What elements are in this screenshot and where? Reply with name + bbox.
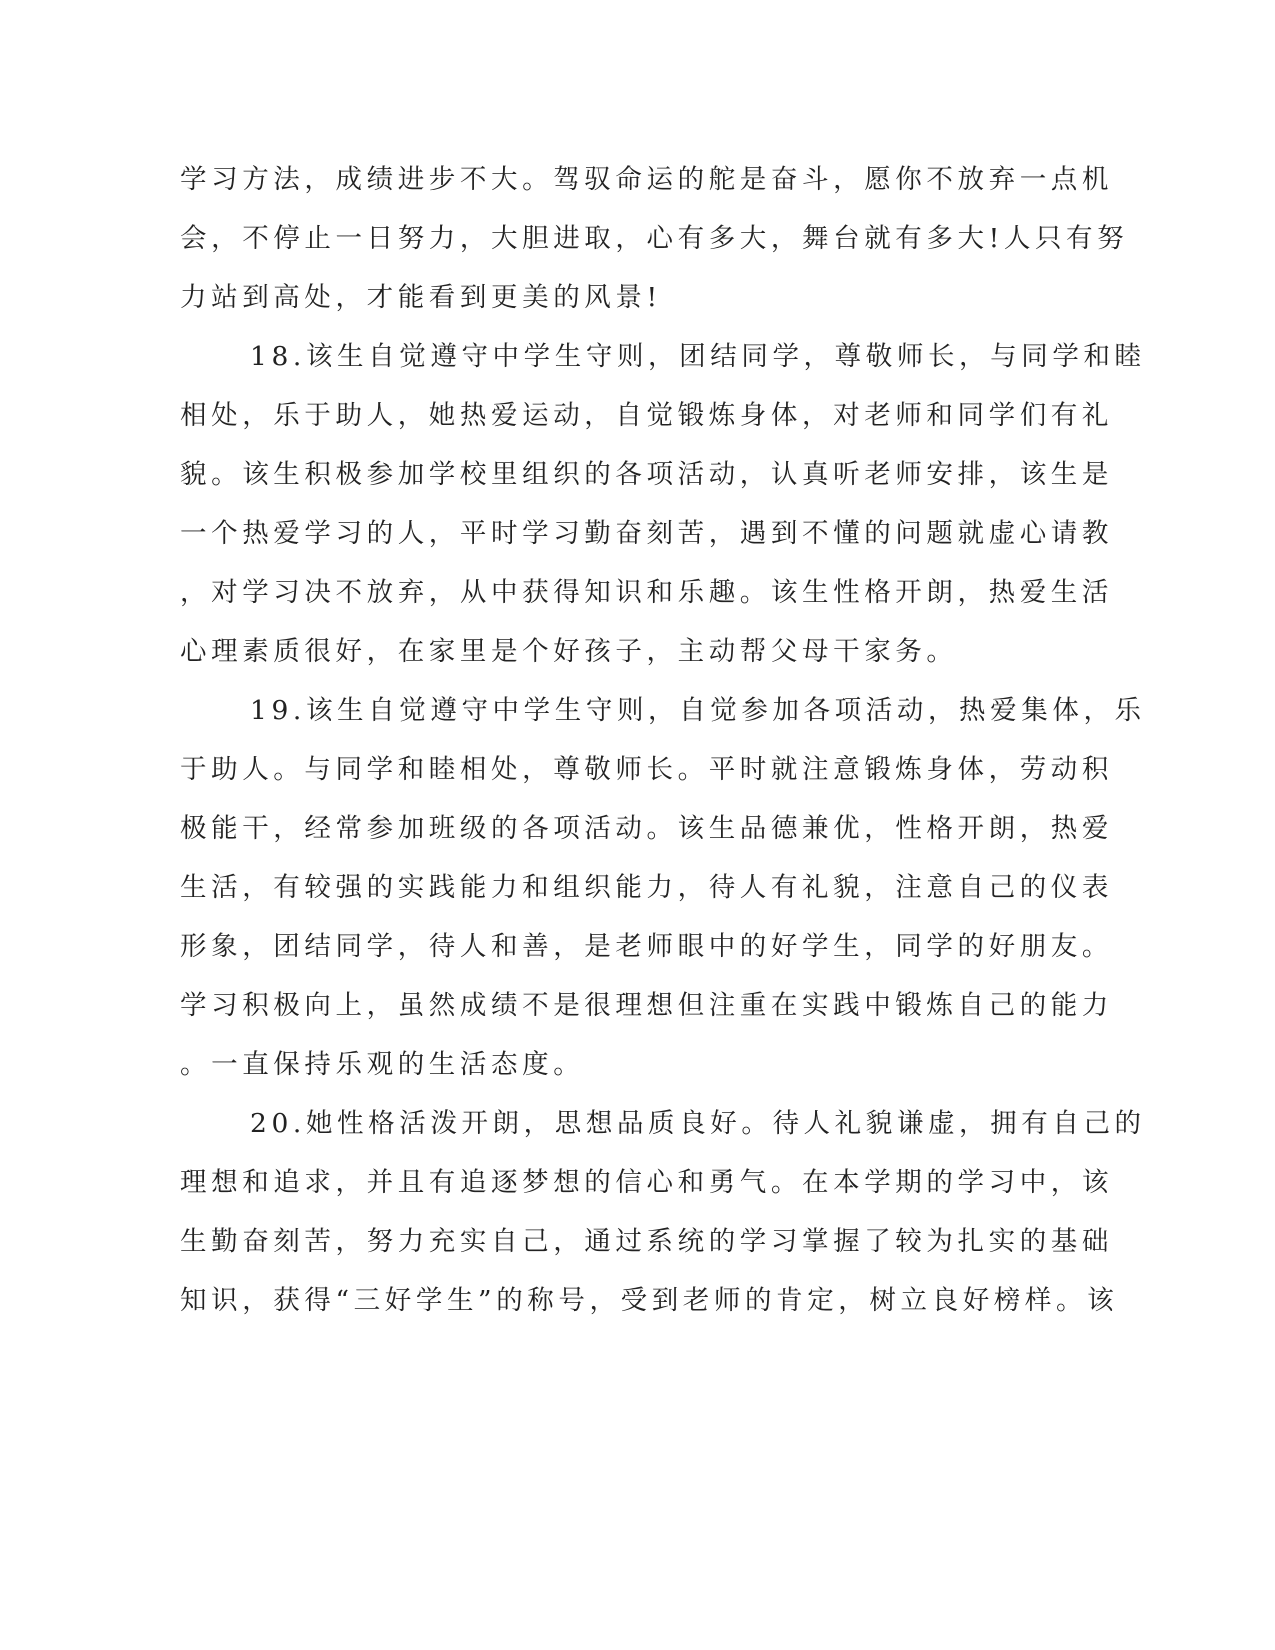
text-line: 力站到高处，才能看到更美的风景! xyxy=(180,282,662,313)
text-line: 理想和追求，并且有追逐梦想的信心和勇气。在本学期的学习中，该 xyxy=(180,1167,1113,1198)
text-line: 于助人。与同学和睦相处，尊敬师长。平时就注意锻炼身体，劳动积 xyxy=(180,754,1113,785)
text-line: 心理素质很好，在家里是个好孩子，主动帮父母干家务。 xyxy=(180,636,958,667)
paragraph-18-first-line: 18.该生自觉遵守中学生守则，团结同学，尊敬师长，与同学和睦 xyxy=(250,341,1146,372)
text-line: 学习积极向上，虽然成绩不是很理想但注重在实践中锻炼自己的能力 xyxy=(180,990,1113,1021)
text-line: 一个热爱学习的人，平时学习勤奋刻苦，遇到不懂的问题就虚心请教 xyxy=(180,518,1113,549)
paragraph-19-first-line: 19.该生自觉遵守中学生守则，自觉参加各项活动，热爱集体，乐 xyxy=(250,695,1146,726)
text-line: 形象，团结同学，待人和善，是老师眼中的好学生，同学的好朋友。 xyxy=(180,931,1113,962)
text-line: ，对学习决不放弃，从中获得知识和乐趣。该生性格开朗，热爱生活 xyxy=(180,577,1113,608)
text-line: 生活，有较强的实践能力和组织能力，待人有礼貌，注意自己的仪表 xyxy=(180,872,1113,903)
text-line: 知识，获得“三好学生”的称号，受到老师的肯定，树立良好榜样。该 xyxy=(180,1285,1119,1316)
text-line: 生勤奋刻苦，努力充实自己，通过系统的学习掌握了较为扎实的基础 xyxy=(180,1226,1113,1257)
text-line: 会，不停止一日努力，大胆进取，心有多大，舞台就有多大!人只有努 xyxy=(180,223,1129,254)
text-line: 极能干，经常参加班级的各项活动。该生品德兼优，性格开朗，热爱 xyxy=(180,813,1113,844)
paragraph-20-first-line: 20.她性格活泼开朗，思想品质良好。待人礼貌谦虚，拥有自己的 xyxy=(250,1108,1146,1139)
text-line: 相处，乐于助人，她热爱运动，自觉锻炼身体，对老师和同学们有礼 xyxy=(180,400,1113,431)
text-line: 学习方法，成绩进步不大。驾驭命运的舵是奋斗，愿你不放弃一点机 xyxy=(180,164,1113,195)
text-line: 。一直保持乐观的生活态度。 xyxy=(180,1049,585,1080)
text-line: 貌。该生积极参加学校里组织的各项活动，认真听老师安排，该生是 xyxy=(180,459,1113,490)
